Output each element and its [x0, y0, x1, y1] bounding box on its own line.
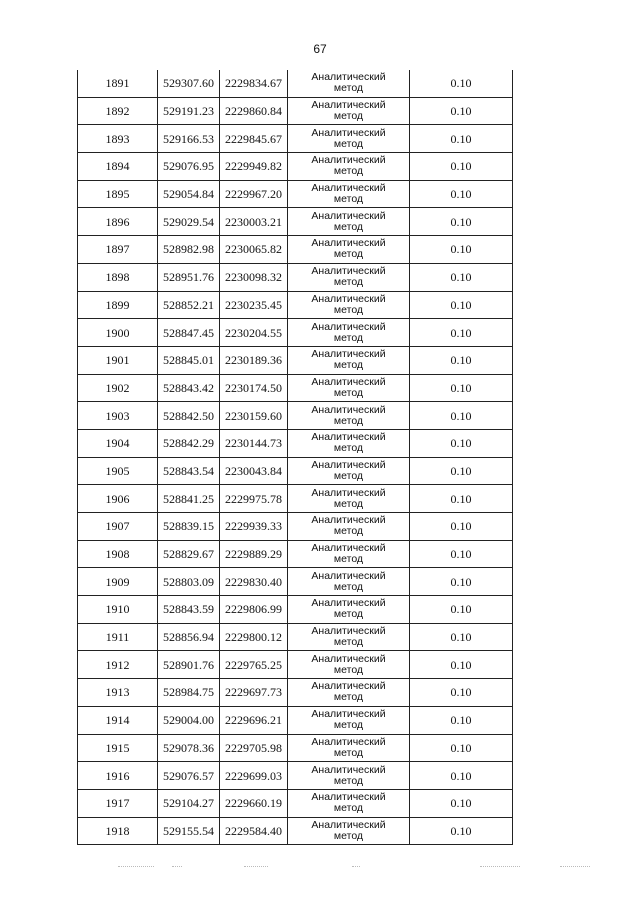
method-cell	[288, 485, 410, 513]
method-text-line2: метод	[333, 82, 364, 95]
method-text-line1: Аналитический	[311, 292, 386, 305]
point-number-cell: 1914	[78, 706, 158, 734]
precision-cell: 0.10	[410, 540, 513, 568]
table-row	[78, 734, 513, 762]
scan-artifact-dots	[0, 866, 640, 870]
method-cell	[288, 180, 410, 208]
method-text-line1: Аналитический	[311, 708, 386, 721]
point-number-cell: 1898	[78, 263, 158, 291]
method-text-line2: метод	[333, 746, 364, 759]
method-text-line1: Аналитический	[311, 182, 386, 195]
y-coordinate-cell: 2230003.21	[220, 208, 288, 236]
point-number-cell: 1910	[78, 596, 158, 624]
y-coordinate-cell: 2230098.32	[220, 263, 288, 291]
x-coordinate-cell: 529054.84	[158, 180, 220, 208]
precision-cell: 0.10	[410, 374, 513, 402]
method-text-line1: Аналитический	[311, 375, 386, 388]
y-coordinate-cell: 2229765.25	[220, 651, 288, 679]
y-coordinate-cell: 2229967.20	[220, 180, 288, 208]
method-text-line1: Аналитический	[311, 735, 386, 748]
precision-cell: 0.10	[410, 679, 513, 707]
table-row	[78, 457, 513, 485]
table-row	[78, 651, 513, 679]
point-number-cell: 1918	[78, 817, 158, 845]
precision-cell: 0.10	[410, 706, 513, 734]
point-number-cell: 1903	[78, 402, 158, 430]
y-coordinate-cell: 2229800.12	[220, 623, 288, 651]
table-row	[78, 236, 513, 264]
x-coordinate-cell: 529078.36	[158, 734, 220, 762]
method-cell	[288, 568, 410, 596]
table-row	[78, 70, 513, 97]
method-text-line1: Аналитический	[311, 71, 386, 84]
method-text-line2: метод	[333, 137, 364, 150]
method-text-line2: метод	[333, 608, 364, 621]
table-row	[78, 291, 513, 319]
x-coordinate-cell: 528984.75	[158, 679, 220, 707]
method-text-line2: метод	[333, 386, 364, 399]
method-cell	[288, 429, 410, 457]
x-coordinate-cell: 528856.94	[158, 623, 220, 651]
table-row	[78, 623, 513, 651]
precision-cell: 0.10	[410, 651, 513, 679]
x-coordinate-cell: 529029.54	[158, 208, 220, 236]
y-coordinate-cell: 2229860.84	[220, 97, 288, 125]
y-coordinate-cell: 2229697.73	[220, 679, 288, 707]
method-cell	[288, 789, 410, 817]
method-text-line2: метод	[333, 359, 364, 372]
x-coordinate-cell: 529076.57	[158, 762, 220, 790]
table-row	[78, 596, 513, 624]
point-number-cell: 1909	[78, 568, 158, 596]
method-text-line2: метод	[333, 525, 364, 538]
method-cell	[288, 540, 410, 568]
precision-cell: 0.10	[410, 789, 513, 817]
x-coordinate-cell: 528847.45	[158, 319, 220, 347]
table-row	[78, 485, 513, 513]
method-cell	[288, 97, 410, 125]
y-coordinate-cell: 2229845.67	[220, 125, 288, 153]
method-cell	[288, 374, 410, 402]
table-row	[78, 97, 513, 125]
x-coordinate-cell: 529076.95	[158, 153, 220, 181]
y-coordinate-cell: 2229939.33	[220, 513, 288, 541]
method-text-line1: Аналитический	[311, 154, 386, 167]
method-text-line2: метод	[333, 220, 364, 233]
table-row	[78, 429, 513, 457]
x-coordinate-cell: 528951.76	[158, 263, 220, 291]
precision-cell: 0.10	[410, 125, 513, 153]
point-number-cell: 1902	[78, 374, 158, 402]
method-text-line1: Аналитический	[311, 126, 386, 139]
method-text-line2: метод	[333, 719, 364, 732]
method-cell	[288, 513, 410, 541]
table-row	[78, 706, 513, 734]
x-coordinate-cell: 528845.01	[158, 346, 220, 374]
method-cell	[288, 734, 410, 762]
point-number-cell: 1892	[78, 97, 158, 125]
method-text-line2: метод	[333, 553, 364, 566]
method-text-line1: Аналитический	[311, 597, 386, 610]
method-text-line1: Аналитический	[311, 486, 386, 499]
precision-cell: 0.10	[410, 429, 513, 457]
point-number-cell: 1906	[78, 485, 158, 513]
method-cell	[288, 596, 410, 624]
x-coordinate-cell: 528842.50	[158, 402, 220, 430]
precision-cell: 0.10	[410, 817, 513, 845]
method-text-line1: Аналитический	[311, 458, 386, 471]
method-cell	[288, 153, 410, 181]
point-number-cell: 1913	[78, 679, 158, 707]
point-number-cell: 1893	[78, 125, 158, 153]
table-row	[78, 374, 513, 402]
method-text-line1: Аналитический	[311, 265, 386, 278]
table-row	[78, 679, 513, 707]
method-text-line1: Аналитический	[311, 514, 386, 527]
y-coordinate-cell: 2230065.82	[220, 236, 288, 264]
table-row	[78, 817, 513, 845]
point-number-cell: 1901	[78, 346, 158, 374]
precision-cell: 0.10	[410, 291, 513, 319]
point-number-cell: 1911	[78, 623, 158, 651]
point-number-cell: 1891	[78, 70, 158, 97]
precision-cell: 0.10	[410, 485, 513, 513]
x-coordinate-cell: 528839.15	[158, 513, 220, 541]
x-coordinate-cell: 529104.27	[158, 789, 220, 817]
method-cell	[288, 679, 410, 707]
x-coordinate-cell: 528843.42	[158, 374, 220, 402]
y-coordinate-cell: 2229806.99	[220, 596, 288, 624]
method-text-line2: метод	[333, 774, 364, 787]
precision-cell: 0.10	[410, 623, 513, 651]
table-row	[78, 263, 513, 291]
x-coordinate-cell: 528843.54	[158, 457, 220, 485]
point-number-cell: 1896	[78, 208, 158, 236]
y-coordinate-cell: 2230043.84	[220, 457, 288, 485]
precision-cell: 0.10	[410, 734, 513, 762]
y-coordinate-cell: 2229830.40	[220, 568, 288, 596]
method-cell	[288, 651, 410, 679]
method-cell	[288, 346, 410, 374]
y-coordinate-cell: 2230204.55	[220, 319, 288, 347]
method-cell	[288, 263, 410, 291]
point-number-cell: 1894	[78, 153, 158, 181]
method-text-line2: метод	[333, 248, 364, 261]
method-cell	[288, 706, 410, 734]
method-text-line2: метод	[333, 580, 364, 593]
method-text-line2: метод	[333, 636, 364, 649]
point-number-cell: 1907	[78, 513, 158, 541]
method-cell	[288, 125, 410, 153]
precision-cell: 0.10	[410, 762, 513, 790]
point-number-cell: 1895	[78, 180, 158, 208]
precision-cell: 0.10	[410, 319, 513, 347]
x-coordinate-cell: 529004.00	[158, 706, 220, 734]
coordinates-table	[77, 70, 513, 845]
table-row	[78, 180, 513, 208]
method-cell	[288, 236, 410, 264]
method-text-line2: метод	[333, 276, 364, 289]
y-coordinate-cell: 2229699.03	[220, 762, 288, 790]
method-text-line2: метод	[333, 802, 364, 815]
y-coordinate-cell: 2230235.45	[220, 291, 288, 319]
y-coordinate-cell: 2230144.73	[220, 429, 288, 457]
point-number-cell: 1904	[78, 429, 158, 457]
y-coordinate-cell: 2230174.50	[220, 374, 288, 402]
method-cell	[288, 208, 410, 236]
method-cell	[288, 817, 410, 845]
x-coordinate-cell: 529166.53	[158, 125, 220, 153]
y-coordinate-cell: 2229705.98	[220, 734, 288, 762]
method-cell	[288, 70, 410, 97]
table-row	[78, 153, 513, 181]
x-coordinate-cell: 528843.59	[158, 596, 220, 624]
x-coordinate-cell: 528829.67	[158, 540, 220, 568]
method-text-line1: Аналитический	[311, 791, 386, 804]
method-text-line1: Аналитический	[311, 209, 386, 222]
precision-cell: 0.10	[410, 596, 513, 624]
method-text-line2: метод	[333, 110, 364, 123]
x-coordinate-cell: 529307.60	[158, 70, 220, 97]
x-coordinate-cell: 528842.29	[158, 429, 220, 457]
point-number-cell: 1897	[78, 236, 158, 264]
precision-cell: 0.10	[410, 208, 513, 236]
method-text-line1: Аналитический	[311, 348, 386, 361]
precision-cell: 0.10	[410, 568, 513, 596]
y-coordinate-cell: 2229660.19	[220, 789, 288, 817]
method-text-line2: метод	[333, 469, 364, 482]
method-text-line2: метод	[333, 303, 364, 316]
precision-cell: 0.10	[410, 236, 513, 264]
x-coordinate-cell: 528982.98	[158, 236, 220, 264]
table-row	[78, 208, 513, 236]
method-text-line2: метод	[333, 829, 364, 842]
method-text-line2: метод	[333, 691, 364, 704]
table-row	[78, 402, 513, 430]
table-row	[78, 762, 513, 790]
x-coordinate-cell: 528901.76	[158, 651, 220, 679]
y-coordinate-cell: 2230159.60	[220, 402, 288, 430]
method-text-line2: метод	[333, 331, 364, 344]
y-coordinate-cell: 2229834.67	[220, 70, 288, 97]
x-coordinate-cell: 529191.23	[158, 97, 220, 125]
method-cell	[288, 319, 410, 347]
table-row	[78, 568, 513, 596]
x-coordinate-cell: 529155.54	[158, 817, 220, 845]
y-coordinate-cell: 2229889.29	[220, 540, 288, 568]
precision-cell: 0.10	[410, 97, 513, 125]
precision-cell: 0.10	[410, 70, 513, 97]
precision-cell: 0.10	[410, 346, 513, 374]
table-row	[78, 125, 513, 153]
method-cell	[288, 402, 410, 430]
table-row	[78, 346, 513, 374]
point-number-cell: 1900	[78, 319, 158, 347]
method-text-line1: Аналитический	[311, 431, 386, 444]
table-row	[78, 789, 513, 817]
method-cell	[288, 291, 410, 319]
coordinates-table-body	[78, 70, 513, 845]
point-number-cell: 1905	[78, 457, 158, 485]
precision-cell: 0.10	[410, 153, 513, 181]
method-text-line1: Аналитический	[311, 763, 386, 776]
method-text-line1: Аналитический	[311, 99, 386, 112]
method-text-line2: метод	[333, 497, 364, 510]
method-text-line2: метод	[333, 193, 364, 206]
method-text-line1: Аналитический	[311, 818, 386, 831]
method-text-line2: метод	[333, 165, 364, 178]
method-text-line1: Аналитический	[311, 403, 386, 416]
precision-cell: 0.10	[410, 513, 513, 541]
precision-cell: 0.10	[410, 457, 513, 485]
precision-cell: 0.10	[410, 402, 513, 430]
method-text-line1: Аналитический	[311, 625, 386, 638]
point-number-cell: 1917	[78, 789, 158, 817]
method-text-line2: метод	[333, 442, 364, 455]
table-row	[78, 513, 513, 541]
x-coordinate-cell: 528803.09	[158, 568, 220, 596]
method-text-line2: метод	[333, 663, 364, 676]
page-number: 67	[313, 42, 327, 56]
point-number-cell: 1915	[78, 734, 158, 762]
method-cell	[288, 457, 410, 485]
y-coordinate-cell: 2229584.40	[220, 817, 288, 845]
table-row	[78, 319, 513, 347]
y-coordinate-cell: 2230189.36	[220, 346, 288, 374]
method-cell	[288, 623, 410, 651]
x-coordinate-cell: 528841.25	[158, 485, 220, 513]
point-number-cell: 1908	[78, 540, 158, 568]
method-text-line1: Аналитический	[311, 680, 386, 693]
point-number-cell: 1912	[78, 651, 158, 679]
method-text-line1: Аналитический	[311, 237, 386, 250]
table-row	[78, 540, 513, 568]
method-text-line2: метод	[333, 414, 364, 427]
x-coordinate-cell: 528852.21	[158, 291, 220, 319]
method-text-line1: Аналитический	[311, 569, 386, 582]
point-number-cell: 1899	[78, 291, 158, 319]
method-text-line1: Аналитический	[311, 542, 386, 555]
precision-cell: 0.10	[410, 263, 513, 291]
method-text-line1: Аналитический	[311, 320, 386, 333]
y-coordinate-cell: 2229975.78	[220, 485, 288, 513]
point-number-cell: 1916	[78, 762, 158, 790]
method-cell	[288, 762, 410, 790]
method-text-line1: Аналитический	[311, 652, 386, 665]
precision-cell: 0.10	[410, 180, 513, 208]
y-coordinate-cell: 2229949.82	[220, 153, 288, 181]
y-coordinate-cell: 2229696.21	[220, 706, 288, 734]
